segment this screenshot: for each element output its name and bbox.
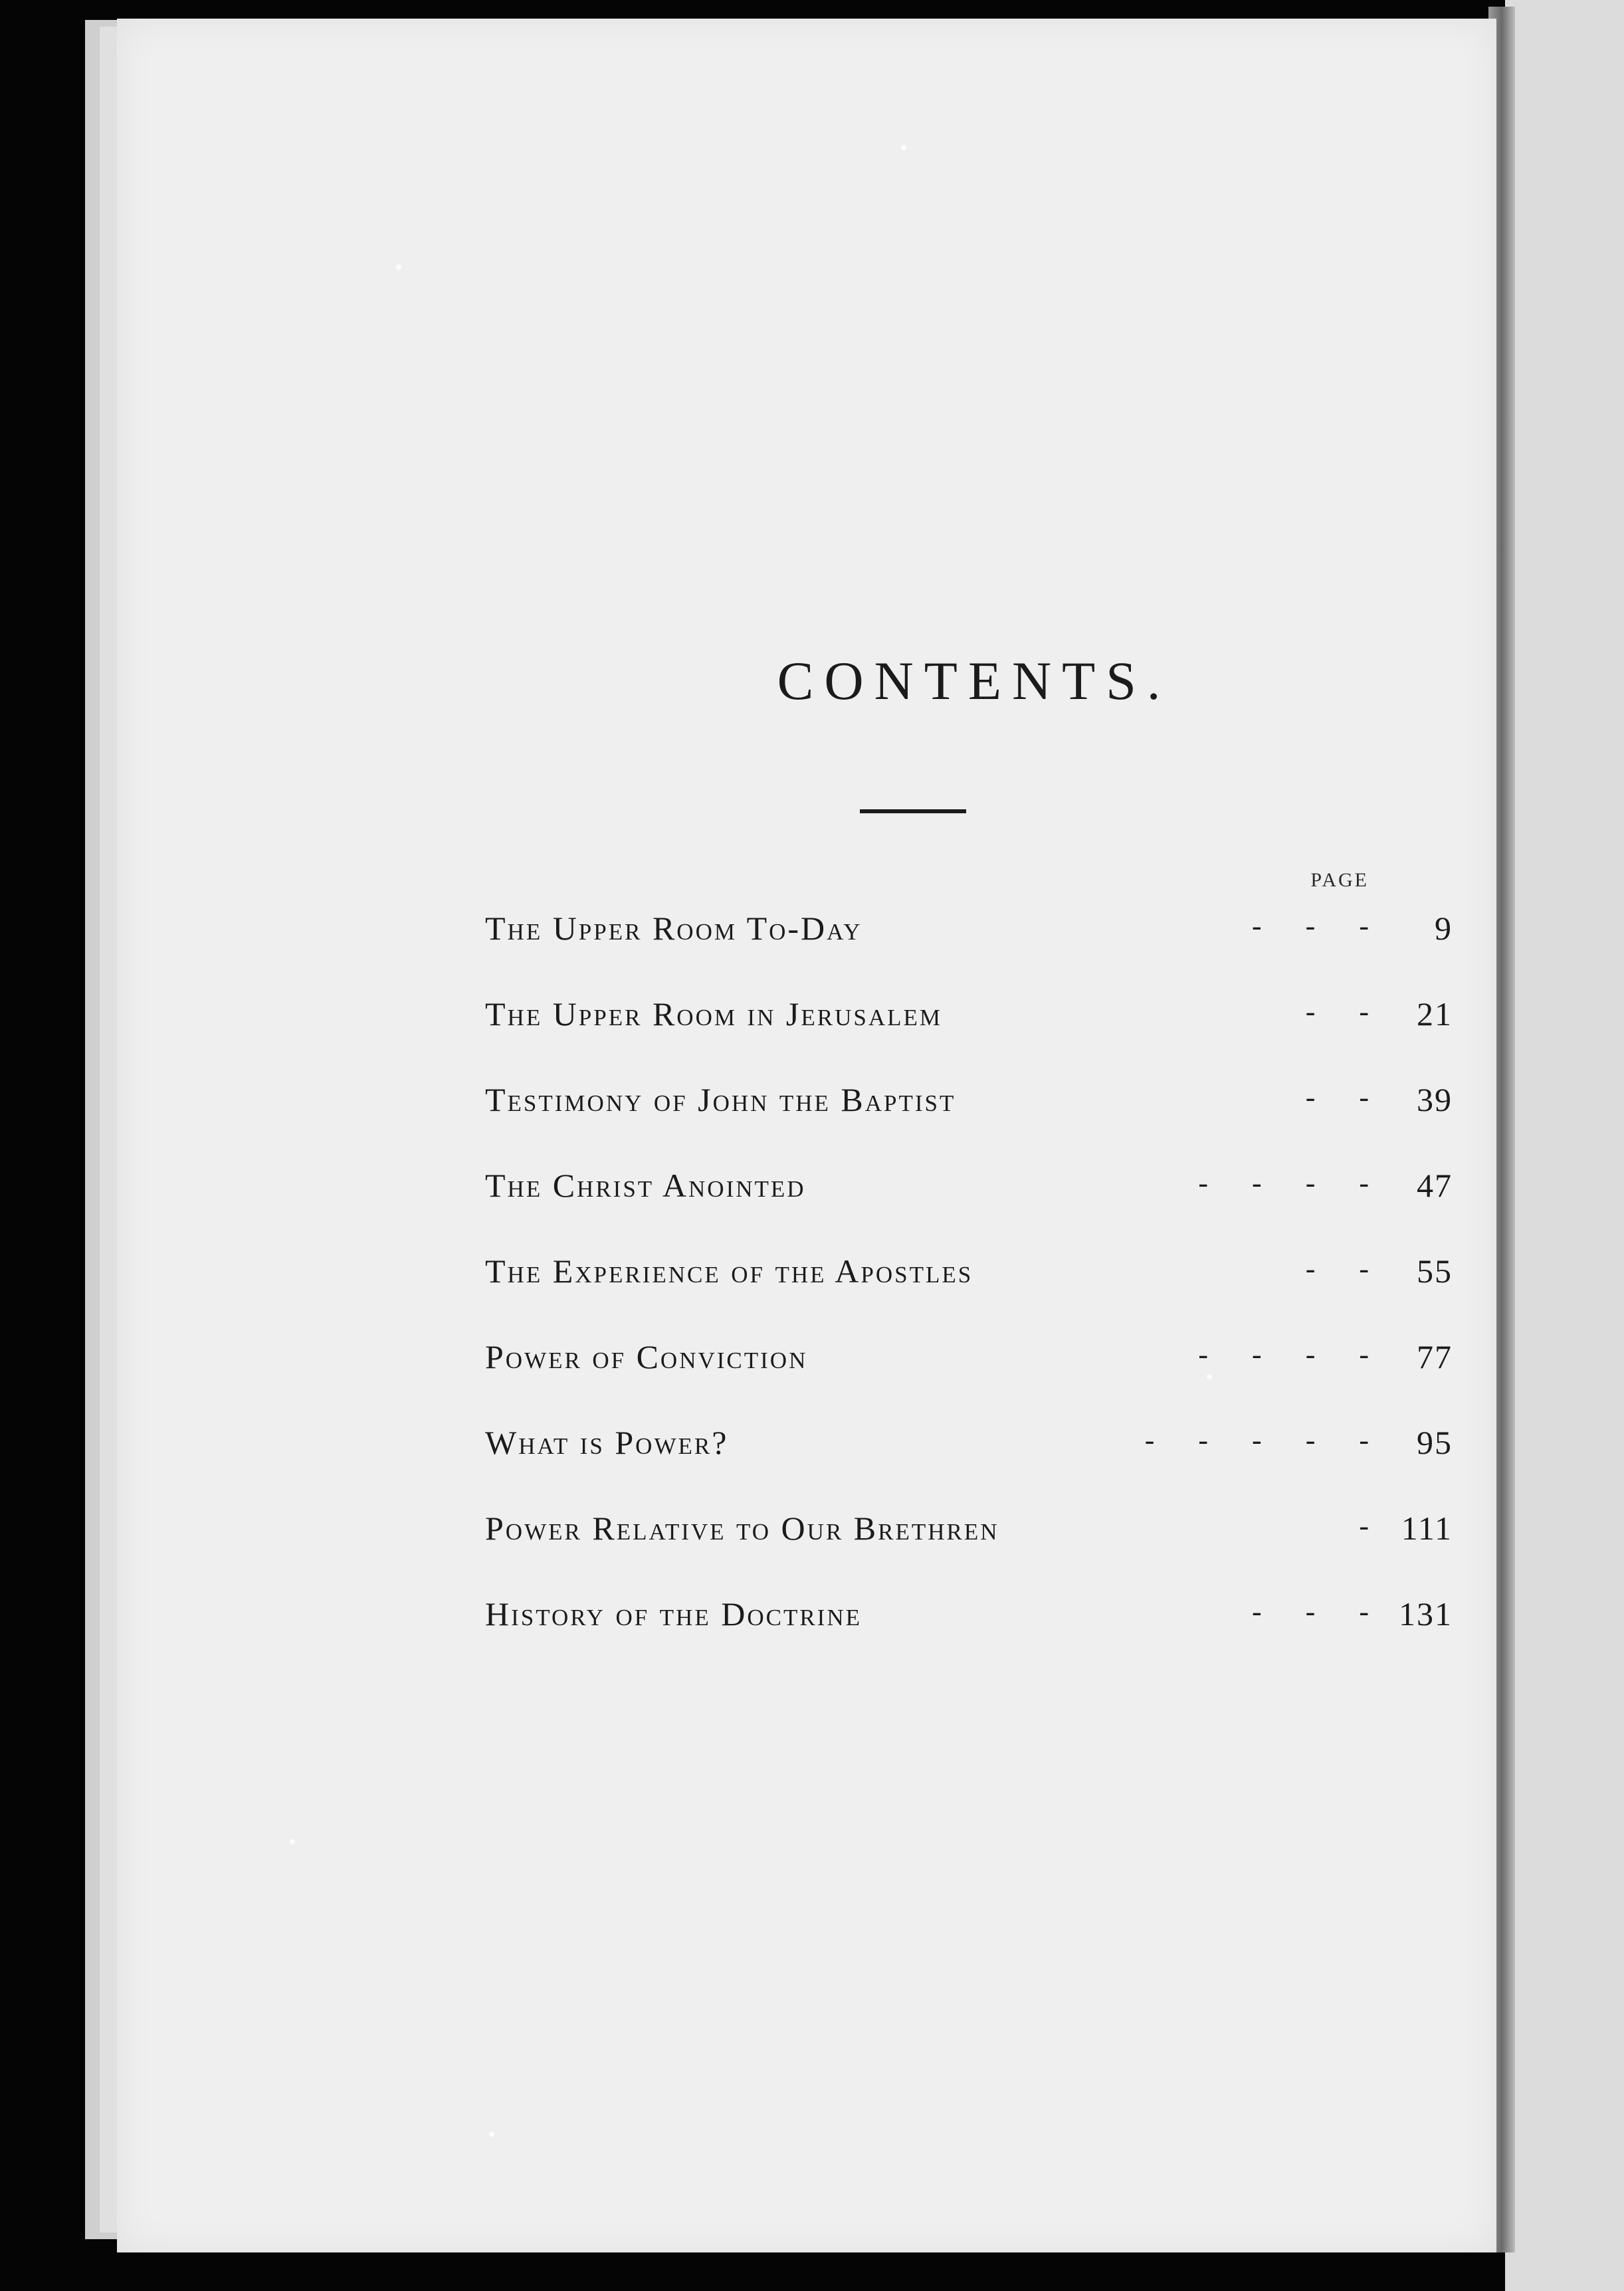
paper-speck xyxy=(396,264,401,270)
toc-entry-page: 131 xyxy=(1399,1595,1453,1633)
heading-rule xyxy=(860,809,966,813)
toc-entry xyxy=(485,1502,1469,1588)
table-of-contents xyxy=(485,902,1469,1674)
toc-entry-page: 77 xyxy=(1417,1338,1453,1375)
toc-entry xyxy=(485,1159,1469,1245)
toc-entry xyxy=(485,1588,1469,1674)
toc-entry-title: Power of Conviction xyxy=(485,1338,808,1375)
toc-entry-leaders: - - xyxy=(1305,995,1369,1028)
contents-heading: CONTENTS. xyxy=(777,650,1171,711)
toc-entry-page: 21 xyxy=(1417,995,1453,1033)
toc-entry-leaders: - - - xyxy=(1252,1595,1369,1628)
toc-entry-leaders: - - - - xyxy=(1198,1167,1369,1199)
toc-entry-page: 39 xyxy=(1417,1081,1453,1118)
adjacent-page xyxy=(1505,0,1624,2291)
toc-entry-leaders: - - xyxy=(1305,1252,1369,1285)
toc-entry-title: History of the Doctrine xyxy=(485,1595,862,1633)
toc-entry xyxy=(485,1074,1469,1159)
paper-speck xyxy=(489,2132,494,2137)
toc-entry xyxy=(485,902,1469,988)
toc-entry-page: 95 xyxy=(1417,1424,1453,1461)
toc-entry-page: 9 xyxy=(1435,910,1453,947)
toc-entry-title: The Experience of the Apostles xyxy=(485,1252,973,1290)
toc-entry-title: The Upper Room in Jerusalem xyxy=(485,995,942,1033)
toc-entry-leaders: - xyxy=(1359,1510,1369,1542)
page-column-label: PAGE xyxy=(1310,869,1369,891)
toc-entry-leaders: - - - - xyxy=(1198,1338,1369,1371)
toc-entry-page: 111 xyxy=(1401,1510,1453,1547)
toc-entry-leaders: - - xyxy=(1305,1081,1369,1114)
paper-speck xyxy=(1207,1374,1212,1379)
top-border xyxy=(0,0,1624,9)
toc-entry-title: The Christ Anointed xyxy=(485,1167,806,1204)
toc-entry xyxy=(485,1245,1469,1331)
toc-entry-title: The Upper Room To-Day xyxy=(485,910,863,947)
paper-speck xyxy=(901,145,906,150)
toc-entry-leaders: - - - - - xyxy=(1144,1424,1369,1456)
toc-entry xyxy=(485,988,1469,1074)
toc-entry-page: 47 xyxy=(1417,1167,1453,1204)
toc-entry-title: Testimony of John the Baptist xyxy=(485,1081,956,1118)
toc-entry-leaders: - - - xyxy=(1252,910,1369,942)
toc-entry-page: 55 xyxy=(1417,1252,1453,1290)
paper-speck xyxy=(290,1839,295,1844)
toc-entry xyxy=(485,1331,1469,1417)
contents-page xyxy=(117,19,1496,2252)
toc-entry-title: Power Relative to Our Brethren xyxy=(485,1510,999,1547)
toc-entry-title: What is Power? xyxy=(485,1424,729,1461)
toc-entry xyxy=(485,1417,1469,1502)
